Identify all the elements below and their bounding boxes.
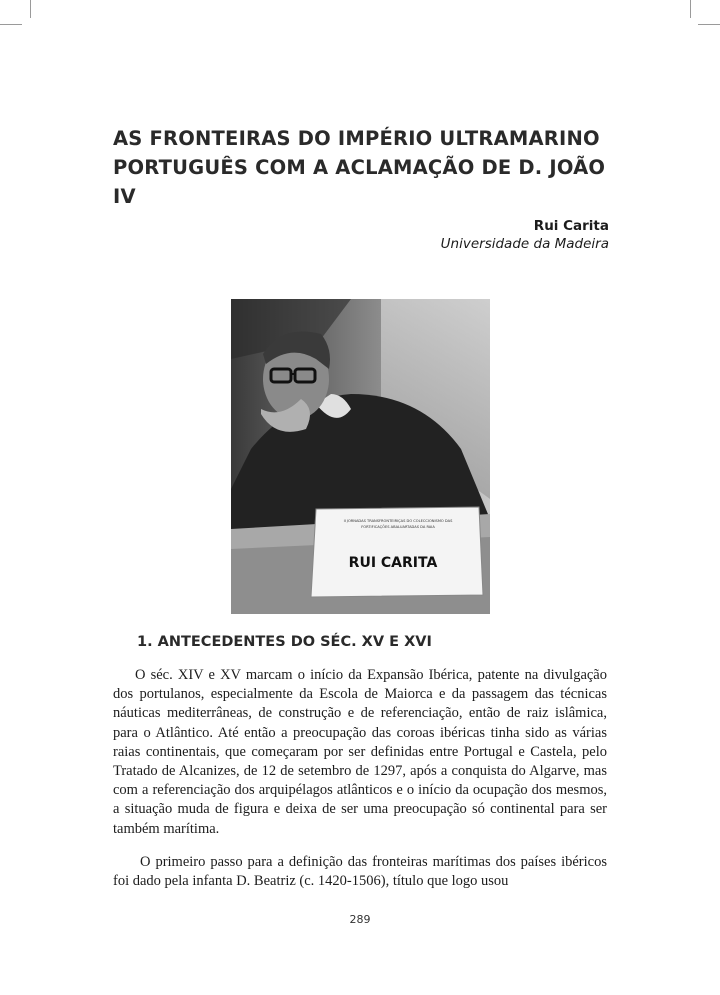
crop-mark-top-left-vertical — [30, 0, 31, 18]
body-paragraph-1: O séc. XIV e XV marcam o início da Expansão Ibérica, patente na divulgação dos portulanos, especialmente da Escola de Maiorca e da passagem das técnicas náuticas mediterrâneas, de construção e de referenciação, então de raiz islâmica, para o Atlântico. Até então a preocupação das coroas ibéricas tinha sido as várias raias continentais, que começaram por ser definidas entre Portugal e Castela, pelo Tratado de Alcanizes, de 12 de setembro de 1297, após a conquista do Algarve, mas com a referenciação dos arquipélagos atlânticos e o início da ocupação dos mesmos, a situação muda de figura e deixa de ser uma preocupação só continental para ser também marítima. — [113, 667, 607, 837]
author-photo — [231, 299, 490, 614]
body-paragraph-2: O primeiro passo para a definição das fronteiras marítimas dos países ibéricos foi dado pela infanta D. Beatriz (c. 1420-1506), título que logo usou — [113, 854, 607, 890]
section-heading: 1. ANTECEDENTES DO SÉC. XV E XVI — [137, 634, 432, 650]
placard-line-1: II JORNADAS TRANSFRONTEIRIÇAS DO COLECCIONISMO DAS — [343, 519, 453, 523]
name-placard — [311, 507, 483, 597]
author-name: Rui Carita — [533, 218, 609, 234]
crop-mark-top-right-vertical — [690, 0, 691, 18]
title-line-1: AS FRONTEIRAS DO IMPÉRIO ULTRAMARINO — [113, 127, 600, 150]
placard-line-2: FORTIFICAÇÕES ABALUARTADAS DA RAIA — [361, 525, 435, 529]
author-affiliation: Universidade da Madeira — [440, 236, 609, 252]
title-line-2: PORTUGUÊS COM A ACLAMAÇÃO DE D. JOÃO IV — [113, 156, 606, 208]
article-title — [113, 124, 633, 211]
crop-mark-top-right-horizontal — [698, 24, 720, 25]
placard-name: RUI CARITA — [348, 555, 438, 571]
page-number: 289 — [349, 913, 371, 926]
crop-mark-top-left-horizontal — [0, 24, 22, 25]
